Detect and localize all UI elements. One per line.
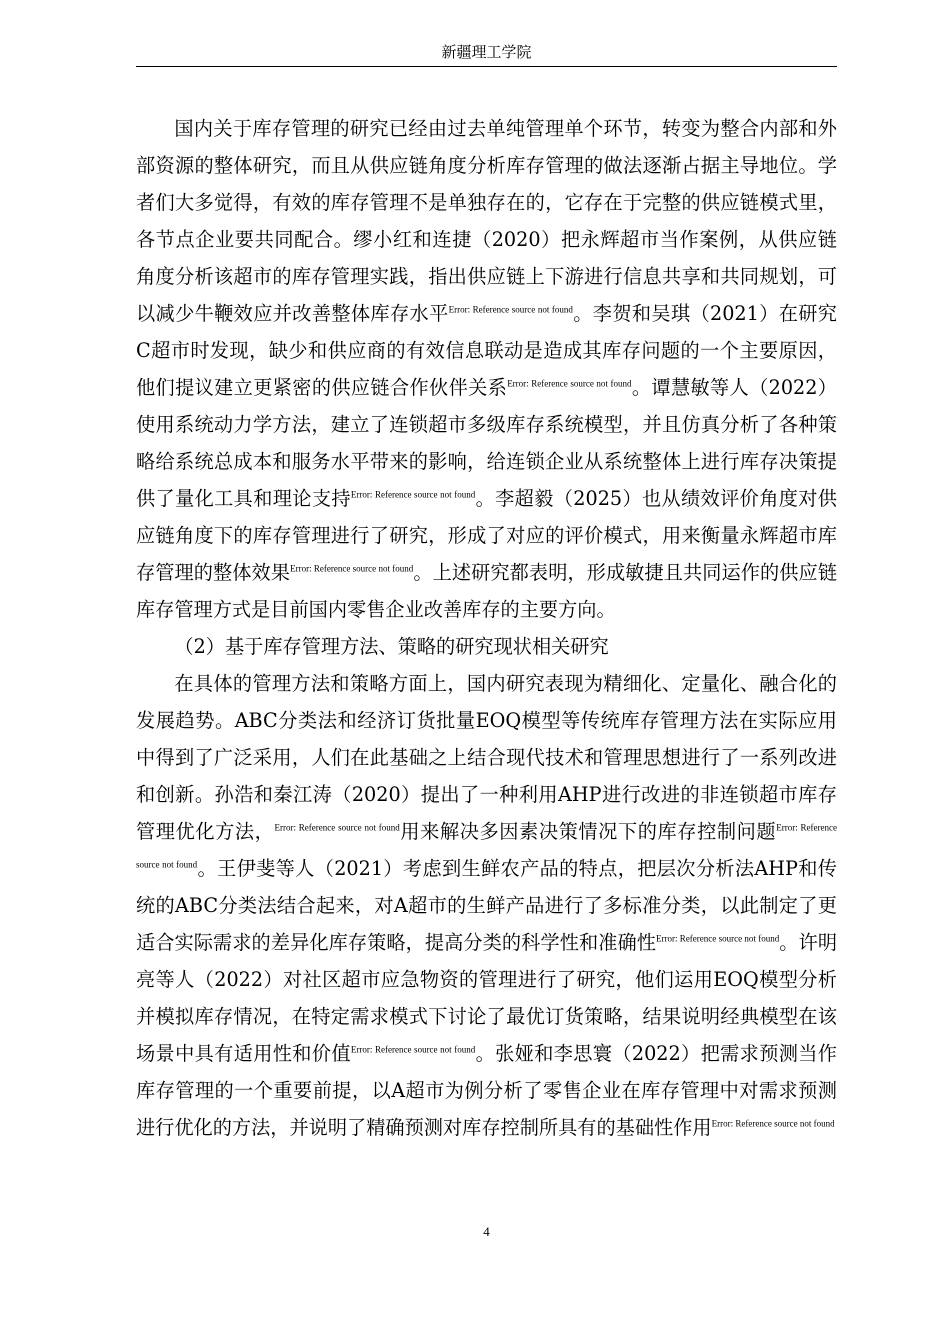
paragraph-methods-research — [136, 665, 837, 1146]
reference-error-marker: Error: Reference source not found — [274, 822, 400, 833]
section-heading-text: （2）基于库存管理方法、策略的研究现状相关研究 — [174, 635, 609, 658]
text-segment: 。许明亮等人（2022）对社区超市应急物资的管理进行了研究，他们运用EOQ模型分析并模拟库存情况，在特定需求模式下讨论了最优订货策略，结果说明经典模型在该场景中具有适用性和价值 — [136, 931, 838, 1065]
reference-error-marker: Error: Reference source not found — [136, 822, 838, 870]
text-segment: 。李超毅（2025）也从绩效评价角度对供应链角度下的库存管理进行了研究，形成了对应的评价模式，用来衡量永辉超市库存管理的整体效果 — [136, 487, 837, 584]
reference-error-marker: Error: Reference source not found — [350, 489, 476, 500]
page-body — [136, 110, 837, 1146]
text-segment: 。上述研究都表明，形成敏捷且共同运作的供应链库存管理方式是目前国内零售企业改善库存的主要方向。 — [136, 561, 838, 621]
reference-error-marker: Error: Reference source not found — [711, 1118, 835, 1129]
page-number: 4 — [483, 1224, 490, 1239]
reference-error-marker: Error: Reference source not found — [507, 378, 632, 389]
reference-error-marker: Error: Reference source not found — [448, 304, 573, 315]
reference-error-marker: Error: Reference source not found — [350, 1044, 476, 1055]
text-segment: 。王伊斐等人（2021）考虑到生鲜农产品的特点，把层次分析法AHP和传统的ABC分类法结合起来，对A超市的生鲜产品进行了多标准分类，以此制定了更适合实际需求的差异化库存策略，提高分类的科学性和准确性 — [136, 857, 837, 954]
text-segment: 国内关于库存管理的研究已经由过去单纯管理单个环节，转变为整合内部和外部资源的整体研究，而且从供应链角度分析库存管理的做法逐渐占据主导地位。学者们大多觉得，有效的库存管理不是单独存在的，它存在于完整的供应链模式里，各节点企业要共同配合。缪小红和连捷（2020）把永辉超市当作案例，从供应链角度分析该超市的库存管理实践，指出供应链上下游进行信息共享和共同规划，可以减少牛鞭效应并改善整体库存水平 — [136, 117, 837, 325]
page-header-title: 新疆理工学院 — [441, 43, 532, 61]
text-segment: 用来解决多因素决策情况下的库存控制问题 — [399, 820, 777, 843]
text-segment: 。谭慧敏等人（2022）使用系统动力学方法，建立了连锁超市多级库存系统模型，并且仿真分析了各种策略给系统总成本和服务水平带来的影响，给连锁企业从系统整体上进行库存决策提供了量化工具和理论支持 — [136, 376, 837, 510]
reference-error-marker: Error: Reference source not found — [656, 933, 780, 944]
text-segment: 在具体的管理方法和策略方面上，国内研究表现为精细化、定量化、融合化的发展趋势。ABC分类法和经济订货批量EOQ模型等传统库存管理方法在实际应用中得到了广泛采用，人们在此基础之上结合现代技术和管理思想进行了一系列改进和创新。孙浩和秦江涛（2020）提出了一种利用AHP进行改进的非连锁超市库存管理优化方法， — [136, 672, 837, 843]
paragraph-supply-chain-research — [136, 110, 837, 628]
section-heading-methods — [136, 628, 837, 665]
reference-error-marker: Error: Reference source not found — [290, 563, 414, 574]
text-segment: 。李贺和吴琪（2021）在研究C超市时发现，缺少和供应商的有效信息联动是造成其库存问题的一个主要原因，他们提议建立更紧密的供应链合作伙伴关系 — [136, 302, 837, 399]
text-segment: 。张娅和李思寰（2022）把需求预测当作库存管理的一个重要前提，以A超市为例分析了零售企业在库存管理中对需求预测进行优化的方法，并说明了精确预测对库存控制所具有的基础性作用 — [136, 1042, 837, 1139]
header-rule — [136, 66, 837, 67]
